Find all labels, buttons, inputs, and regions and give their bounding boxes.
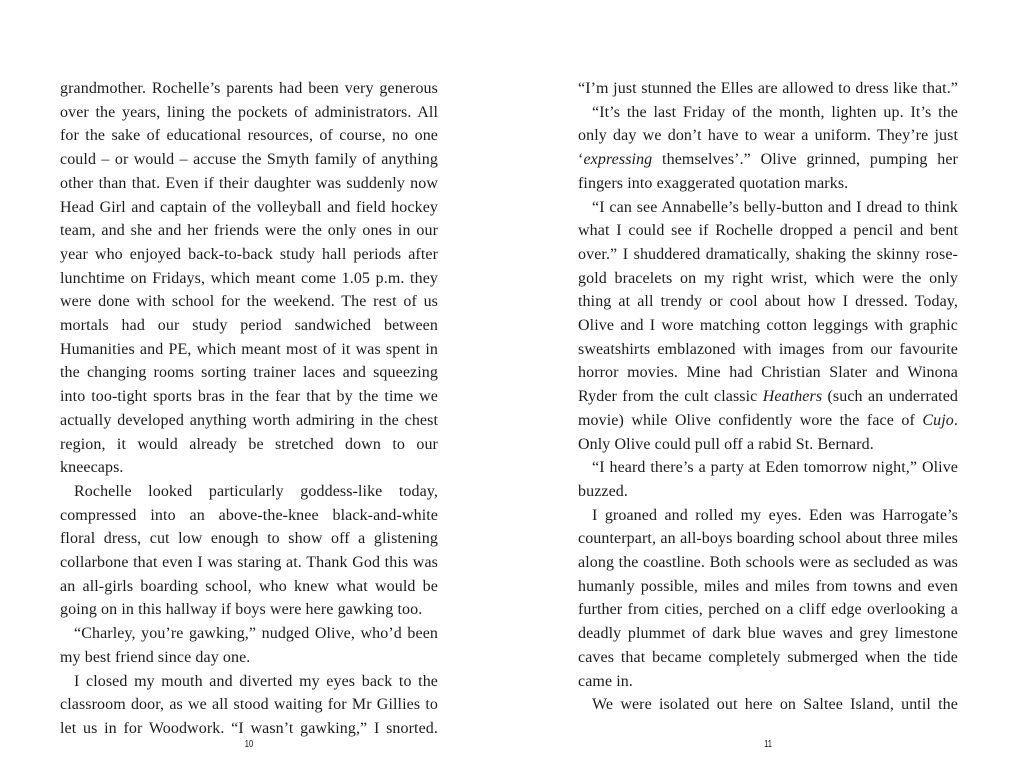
page-left-number: 10 bbox=[244, 738, 254, 750]
paragraph bbox=[60, 670, 438, 741]
paragraph bbox=[578, 101, 958, 196]
text-run: We were isolated out here on Saltee Island, until the bbox=[592, 696, 958, 714]
paragraph bbox=[578, 693, 958, 717]
text-run: “I heard there’s a party at Eden tomorrow night,” Olive buzzed. bbox=[578, 459, 958, 500]
text-run: “I can see Annabelle’s belly-button and I dread to think what I could see if Rochelle dropped a pencil and bent over.” I shuddered dramatically, shaking the skinny rose-gold bracelets on my right wrist, which were the only thing at all trendy or cool about how I dressed. Today, Olive and I wore matching cotton leggings with graphic sweatshirts emblazoned with images from our favourite horror movies. Mine had Christian Slater and Winona Ryder from the cult classic bbox=[578, 198, 958, 406]
paragraph bbox=[578, 504, 958, 694]
page-left bbox=[60, 0, 438, 779]
italic-text-run: expressing bbox=[583, 151, 653, 169]
text-run: “Charley, you’re gawking,” nudged Olive, who’d been my best friend since day one. bbox=[60, 625, 438, 666]
text-run: “I’m just stunned the Elles are allowed to dress like that.” bbox=[578, 80, 958, 97]
paragraph bbox=[60, 480, 438, 622]
text-run: themselves’.” Olive grinned, pumping her fingers into exaggerated quotation marks. bbox=[578, 151, 958, 192]
page-right-number: 11 bbox=[764, 738, 772, 750]
text-run: “It’s the last Friday of the month, lighten up. It’s the only day we don’t have to wear a uniform. They’re just ‘ bbox=[578, 103, 958, 169]
page-left-text bbox=[60, 77, 438, 741]
page-right bbox=[578, 0, 958, 779]
text-run: grandmother. Rochelle’s parents had been very generous over the years, lining the pockets of administrators. All for the sake of educational resources, of course, no one could – or would – accuse the Smyth family of anything other than that. Even if their daughter was suddenly now Head Girl and captain of the volleyball and field hockey team, and she and her friends were the only ones in our year who enjoyed back-to-back study hall periods after lunchtime on Fridays, which meant come 1.05 p.m. they were done with school for the weekend. The rest of us mortals had our study period sandwiched between Humanities and PE, which meant most of it was spent in the changing rooms sorting trainer laces and squeezing into too-tight sports bras in the fear that by the time we actually developed anything worth admiring in the chest region, it would already be stretched down to our kneecaps. bbox=[60, 80, 438, 477]
text-run: . Only Olive could pull off a rabid St. Bernard. bbox=[578, 411, 958, 453]
paragraph bbox=[578, 77, 958, 101]
italic-text-run: Cujo bbox=[922, 411, 954, 429]
text-run: Rochelle looked particularly goddess-like today, compressed into an above-the-knee black-and-white floral dress, cut low enough to show off a glistening collarbone that even I was staring at. Thank God this was an all-girls boarding school, who knew what would be going on in this hallway if boys were here gawking too. bbox=[60, 482, 438, 619]
paragraph bbox=[60, 77, 438, 480]
italic-text-run: Heathers bbox=[762, 388, 823, 406]
paragraph bbox=[578, 456, 958, 503]
text-run: I groaned and rolled my eyes. Eden was Harrogate’s counterpart, an all-boys boarding school about three miles along the coastline. Both schools were as secluded as was humanly possible, miles and miles from towns and even further from cities, perched on a cliff edge overlooking a deadly plummet of dark blue waves and grey limestone caves that became completely submerged when the tide came in. bbox=[578, 506, 958, 690]
text-run: I closed my mouth and diverted my eyes back to the classroom door, as we all stood waiting for Mr Gillies to let us in for Woodwork. “I wasn’t gawking,” I snorted. bbox=[60, 672, 438, 737]
text-run: (such an underrated movie) while Olive confidently wore the face of bbox=[578, 388, 958, 429]
paragraph bbox=[578, 196, 958, 457]
page-right-text bbox=[578, 77, 958, 717]
paragraph bbox=[60, 622, 438, 669]
